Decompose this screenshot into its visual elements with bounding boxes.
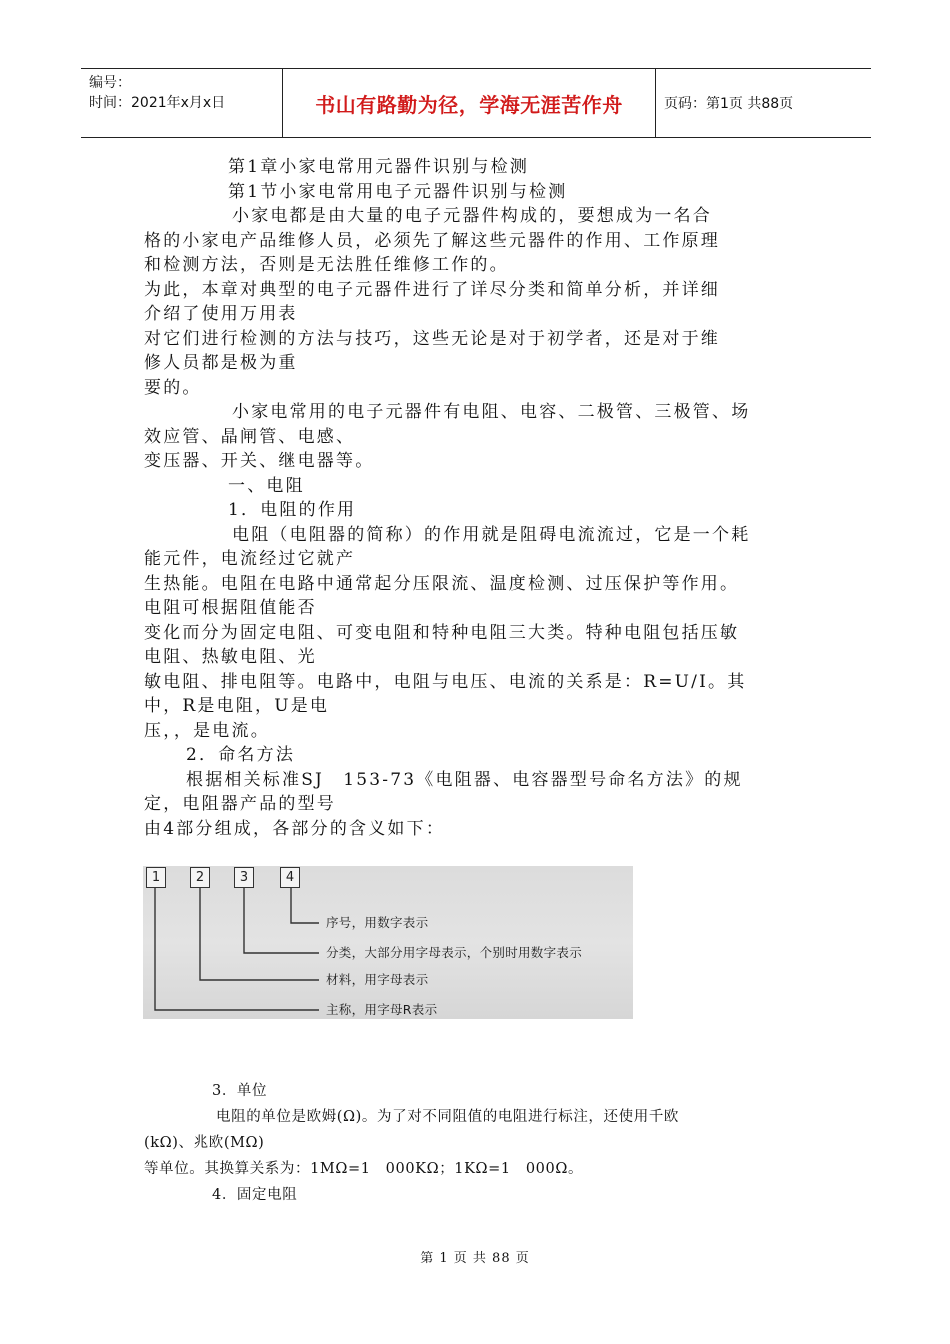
paragraph-line: 为此，本章对典型的电子元器件进行了详尽分类和简单分析，并详细 — [144, 279, 720, 300]
paragraph-line: 压，，是电流。 — [144, 720, 270, 741]
heading-naming-method: 2．命名方法 — [186, 745, 296, 765]
page-footer: 第 1 页 共 88 页 — [420, 1251, 530, 1266]
paragraph-line: 变化而分为固定电阻、可变电阻和特种电阻三大类。特种电阻包括压敏 — [144, 622, 740, 643]
header-page-info: 页码：第1页 共88页 — [664, 96, 794, 112]
section-title: 第1节小家电常用电子元器件识别与检测 — [228, 181, 568, 202]
paragraph-line: 对它们进行检测的方法与技巧，这些无论是对于初学者，还是对于维 — [144, 328, 720, 349]
header-meta — [81, 69, 282, 137]
connector-1 — [155, 888, 319, 1010]
paragraph-line: (kΩ)、兆欧(MΩ) — [144, 1135, 265, 1151]
document-number: 编号： — [89, 75, 131, 91]
chapter-title: 第1章小家电常用元器件识别与检测 — [228, 157, 530, 177]
document-header — [81, 68, 871, 138]
paragraph-line: 小家电常用的电子元器件有电阻、电容、二极管、三极管、场 — [232, 402, 751, 422]
heading-units: 3．单位 — [212, 1083, 268, 1099]
paragraph-line: 小家电都是由大量的电子元器件构成的，要想成为一名合 — [232, 206, 712, 226]
paragraph-line: 中，R是电阻，U是电 — [144, 696, 330, 716]
label-material: 材料，用字母表示 — [326, 972, 429, 987]
resistor-model-diagram — [143, 866, 633, 1019]
paragraph-line: 根据相关标准SJ 153-73《电阻器、电容器型号命名方法》的规 — [186, 769, 743, 790]
model-part-box-2: 2 — [190, 867, 210, 888]
paragraph-line: 格的小家电产品维修人员，必须先了解这些元器件的作用、工作原理 — [144, 230, 720, 251]
paragraph-line: 等单位。其换算关系为：1MΩ=1 000KΩ；1KΩ=1 000Ω。 — [144, 1161, 584, 1177]
model-part-box-4: 4 — [280, 867, 300, 888]
paragraph-line: 电阻、热敏电阻、光 — [144, 647, 317, 667]
paragraph-line: 变压器、开关、继电器等。 — [144, 451, 375, 471]
connector-4 — [291, 888, 319, 923]
paragraph-line: 效应管、晶闸管、电感、 — [144, 426, 356, 447]
paragraph-line: 电阻可根据阻值能否 — [144, 598, 317, 618]
label-classification: 分类，大部分用字母表示，个别时用数字表示 — [326, 945, 583, 960]
model-part-box-3: 3 — [234, 867, 254, 888]
main-body — [144, 155, 814, 841]
paragraph-line: 电阻的单位是欧姆(Ω)。为了对不同阻值的电阻进行标注，还使用千欧 — [216, 1109, 680, 1125]
connector-2 — [200, 888, 319, 980]
paragraph-line: 能元件，电流经过它就产 — [144, 549, 356, 569]
section-units — [144, 1078, 824, 1208]
paragraph-line: 定，电阻器产品的型号 — [144, 794, 336, 814]
document-time: 时间：2021年x月x日 — [89, 95, 226, 111]
paragraph-line: 生热能。电阻在电路中通常起分压限流、温度检测、过压保护等作用。 — [144, 573, 740, 594]
label-serial-number: 序号，用数字表示 — [326, 915, 429, 930]
header-motto-cell — [282, 69, 656, 137]
paragraph-line: 修人员都是极为重 — [144, 353, 298, 373]
paragraph-line: 要的。 — [144, 377, 202, 398]
header-motto: 书山有路勤为径，学海无涯苦作舟 — [315, 92, 623, 117]
paragraph-line: 敏电阻、排电阻等。电路中，电阻与电压、电流的关系是：R=U/I。其 — [144, 671, 747, 692]
paragraph-line: 由4部分组成，各部分的含义如下： — [144, 818, 446, 839]
heading-resistor: 一、电阻 — [228, 475, 305, 496]
heading-fixed-resistor: 4．固定电阻 — [212, 1187, 298, 1203]
paragraph-line: 和检测方法，否则是无法胜任维修工作的。 — [144, 255, 509, 275]
paragraph-line: 电阻（电阻器的简称）的作用就是阻碍电流流过，它是一个耗 — [232, 524, 751, 545]
connector-3 — [244, 888, 319, 953]
heading-resistor-function: 1．电阻的作用 — [228, 500, 357, 520]
model-part-box-1: 1 — [146, 867, 166, 888]
label-main-name: 主称，用字母R表示 — [326, 1002, 438, 1017]
paragraph-line: 介绍了使用万用表 — [144, 304, 298, 324]
